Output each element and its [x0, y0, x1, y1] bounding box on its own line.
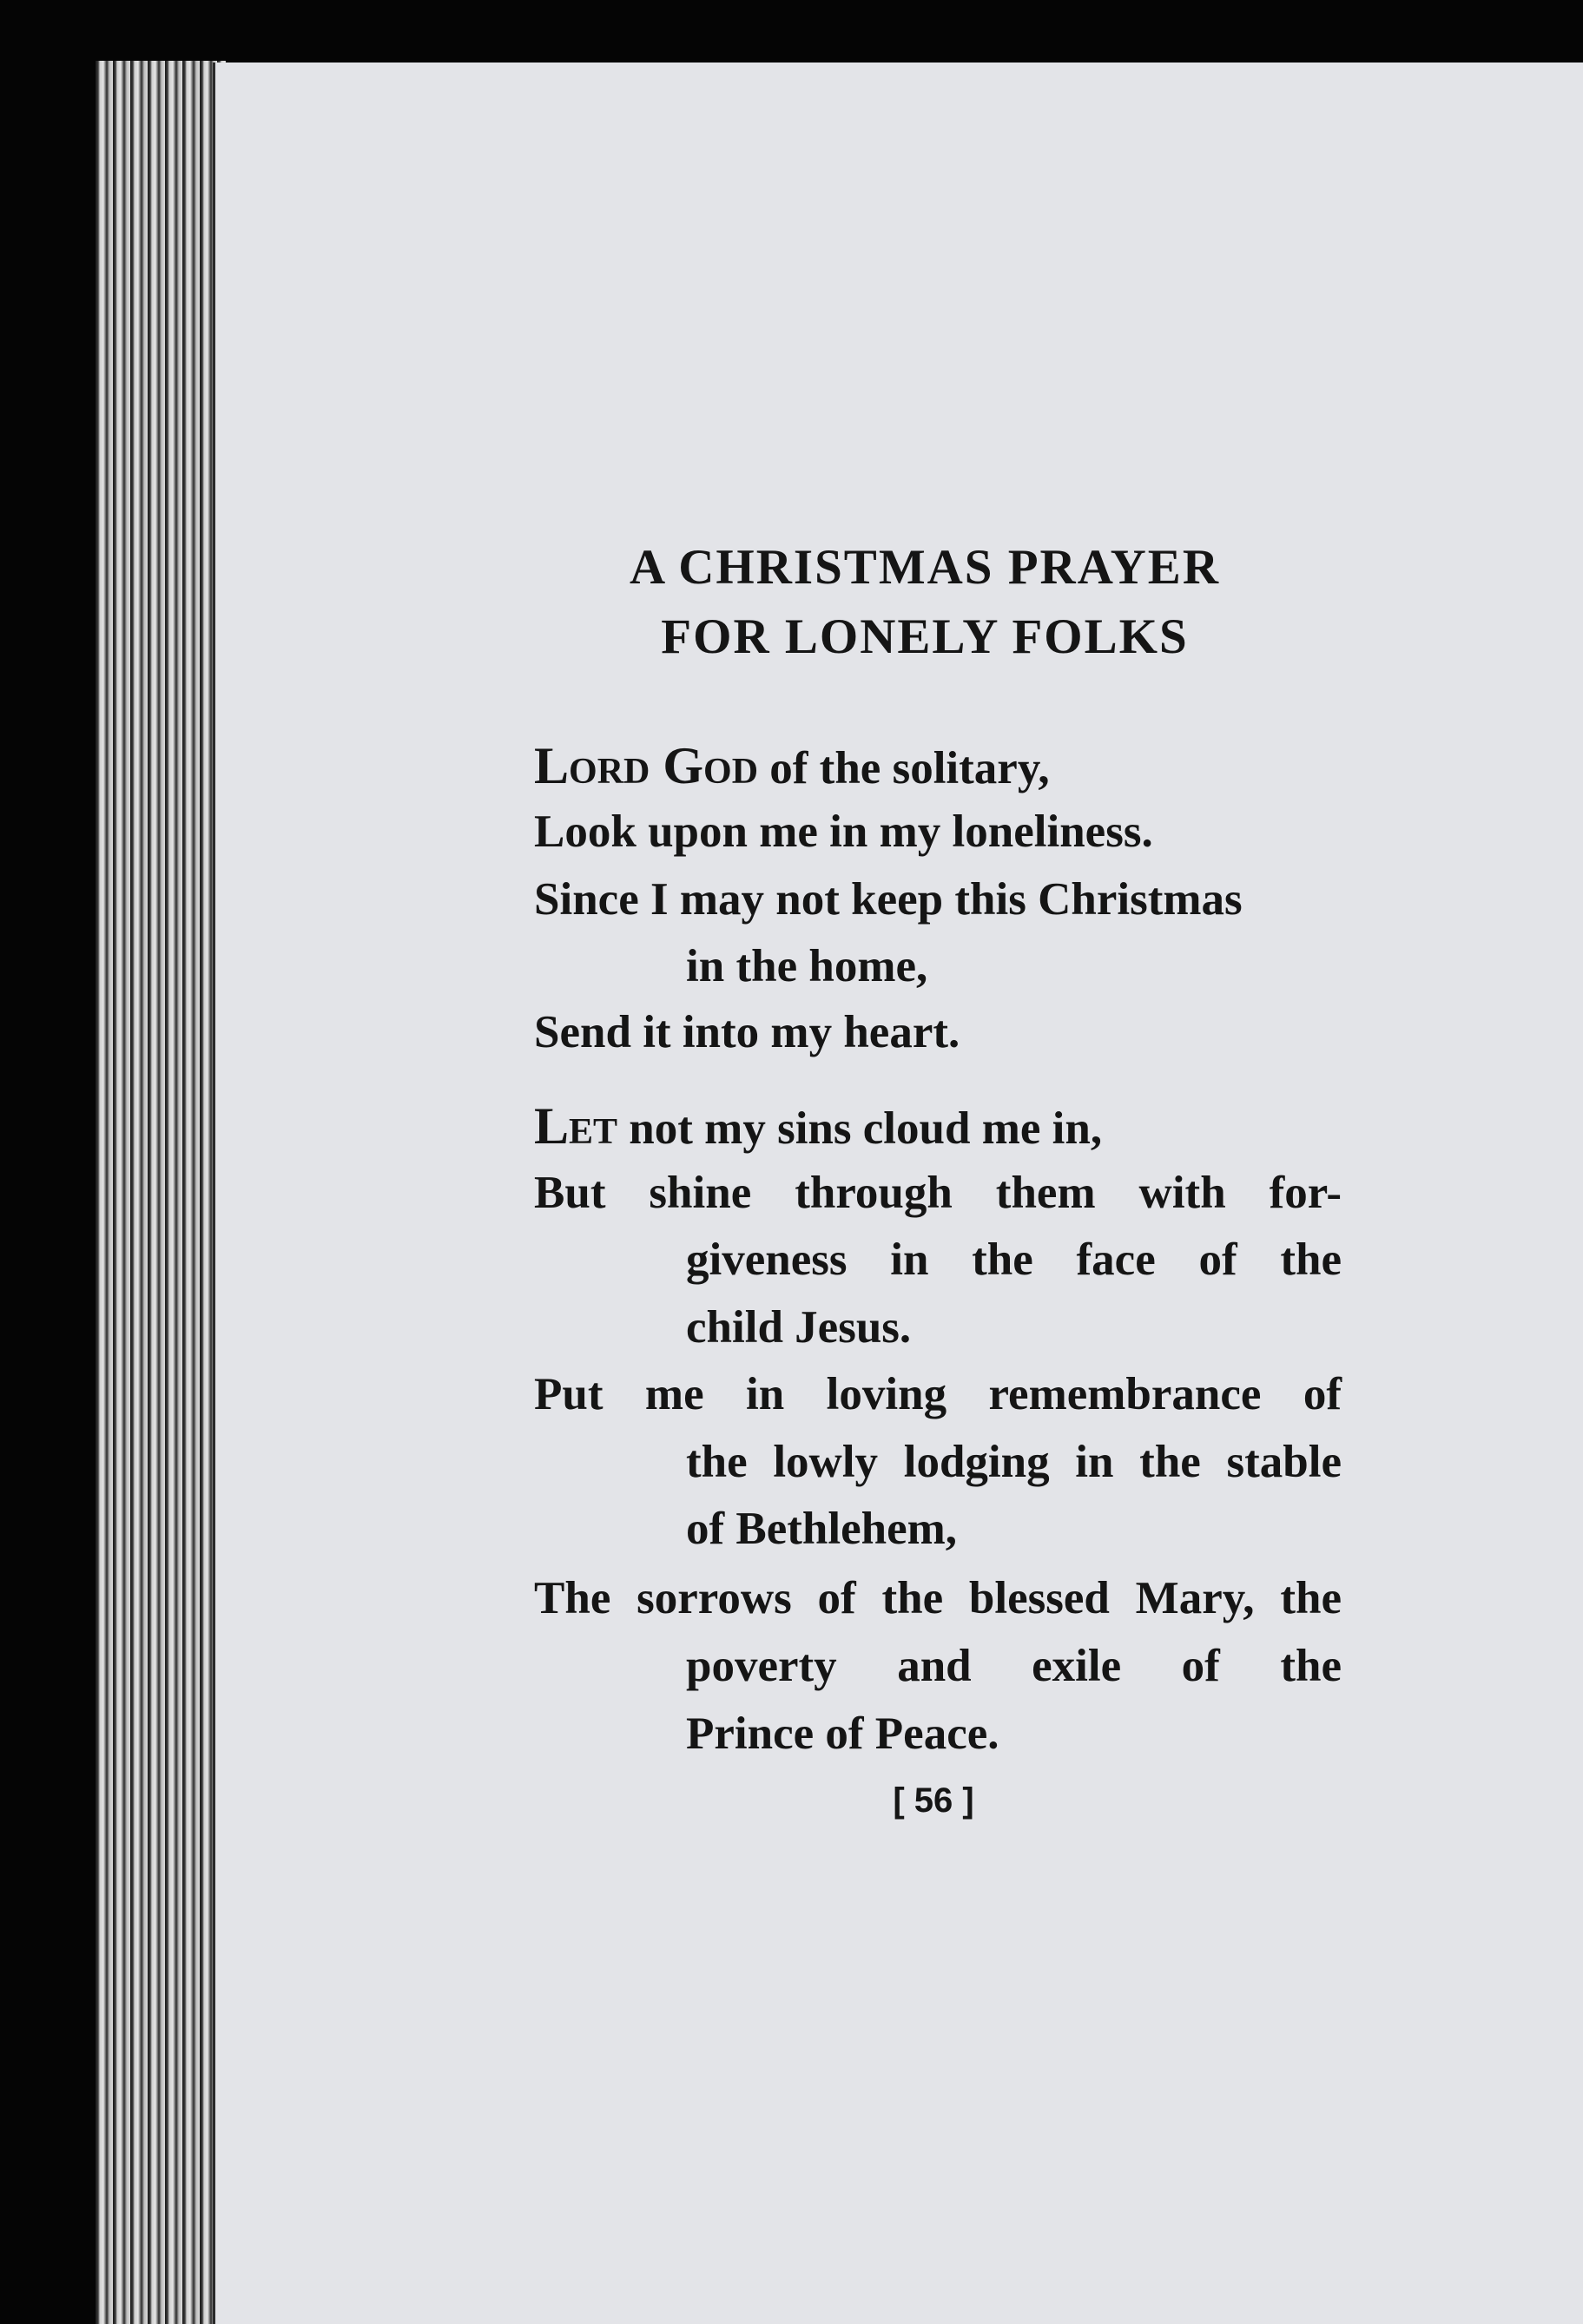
stanza-2-lead-word: Let [534, 1097, 618, 1155]
stanza-2-line-9: poverty and exile of the [686, 1641, 1342, 1691]
stanza-2-line-3: giveness in the face of the [686, 1234, 1342, 1285]
poem-title-line-1: A CHRISTMAS PRAYER [629, 540, 1220, 595]
page-edges [96, 61, 226, 2324]
stanza-1-line-2: Look upon me in my loneliness. [534, 806, 1153, 857]
stanza-1-line-3: Since I may not keep this Christmas [534, 874, 1243, 925]
stanza-2-line-1-rest: not my sins cloud me in, [617, 1103, 1103, 1154]
stanza-1-line-5: Send it into my heart. [534, 1007, 960, 1057]
stanza-1-line-1 [534, 735, 1050, 799]
stanza-1-lead-words: Lord God [534, 737, 759, 794]
stanza-2-line-4: child Jesus. [686, 1302, 912, 1353]
stanza-2-line-6: the lowly lodging in the stable [686, 1437, 1342, 1487]
page-number: [ 56 ] [893, 1781, 974, 1820]
stanza-2-line-10: Prince of Peace. [686, 1708, 999, 1759]
stanza-1-line-4: in the home, [686, 941, 928, 991]
stanza-2-line-2: But shine through them with for- [534, 1168, 1342, 1218]
stanza-2-line-8: The sorrows of the blessed Mary, the [534, 1573, 1342, 1623]
stanza-1-line-1-rest: of the solitary, [758, 743, 1050, 793]
stanza-2-line-1 [534, 1096, 1102, 1159]
stanza-2-line-5: Put me in loving remembrance of [534, 1369, 1342, 1419]
stanza-2-line-7: of Bethlehem, [686, 1504, 958, 1554]
poem-title-line-2: FOR LONELY FOLKS [661, 609, 1189, 664]
